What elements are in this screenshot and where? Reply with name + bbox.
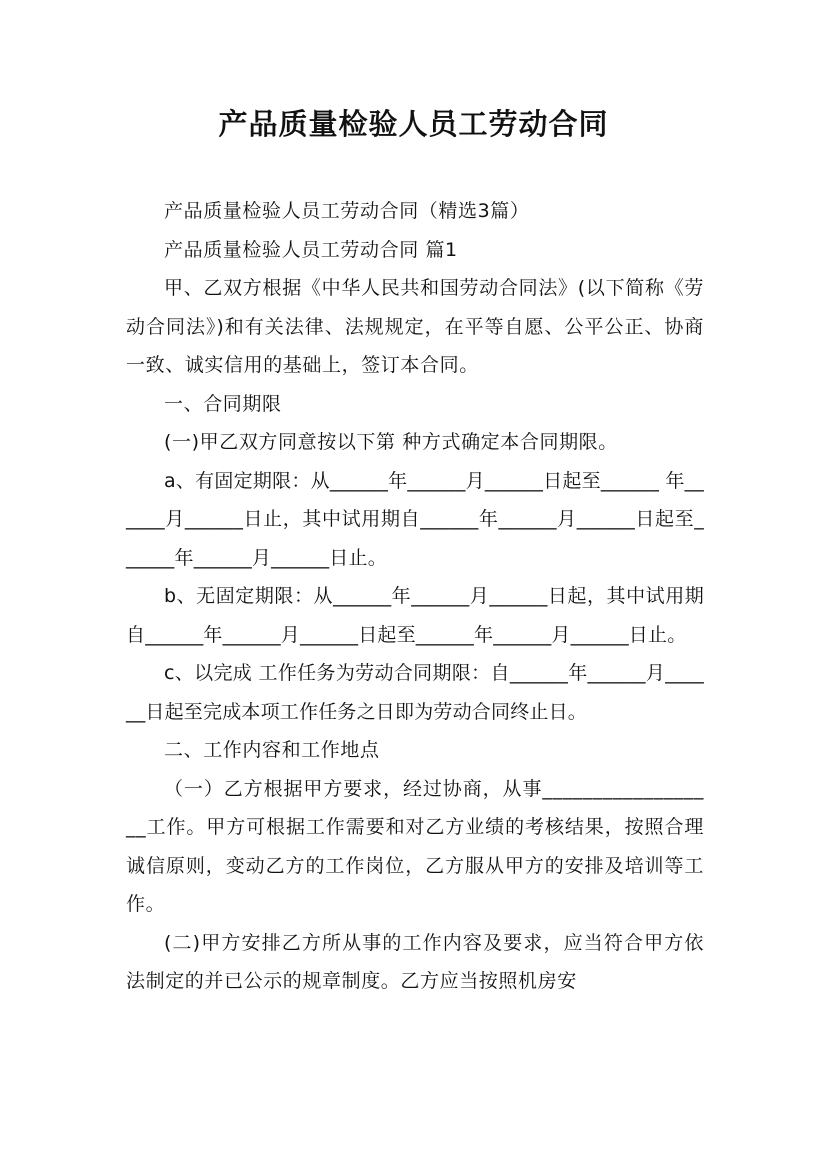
paragraph-work-heading: 二、工作内容和工作地点 [164,739,380,761]
paragraph-section-heading: 产品质量检验人员工劳动合同 篇1 [164,238,458,261]
paragraph-work-content: （一）乙方根据甲方要求，经过协商，从事__________________工作。甲方可根据工作需要和对乙方业绩的考核结果，按照合理诚信原则，变动乙方的工作岗位，乙方服从甲方的安排及培训等工作。 [126,777,704,915]
paragraph-subtitle: 产品质量检验人员工劳动合同（精选3篇） [164,200,530,222]
paragraph-term-heading: 一、合同期限 [164,392,282,415]
paragraph-term-method: (一)甲乙双方同意按以下第 种方式确定本合同期限。 [164,431,618,453]
paragraph-work-requirements: (二)甲方安排乙方所从事的工作内容及要求，应当符合甲方依法制定的并已公示的规章制度。乙方应当按照机房安 [126,931,704,992]
paragraph-open-term: b、无固定期限：从______年______月______日起，其中试用期自______年______月______日起至______年______月______日止。 [126,585,704,646]
document-title: 产品质量检验人员工劳动合同 [218,107,609,141]
paragraph-task-term: c、以完成 工作任务为劳动合同期限：自______年______月______日起至完成本项工作任务之日即为劳动合同终止日。 [126,662,704,723]
paragraph-intro: 甲、乙双方根据《中华人民共和国劳动合同法》(以下简称《劳动合同法》)和有关法律、法规规定，在平等自愿、公平公正、协商一致、诚实信用的基础上，签订本合同。 [126,277,704,376]
paragraph-fixed-term: a、有固定期限：从______年______月______日起至______ 年______月______日止，其中试用期自______年______月______日起至______年______月______日止。 [126,469,704,569]
document-body [126,192,704,1001]
